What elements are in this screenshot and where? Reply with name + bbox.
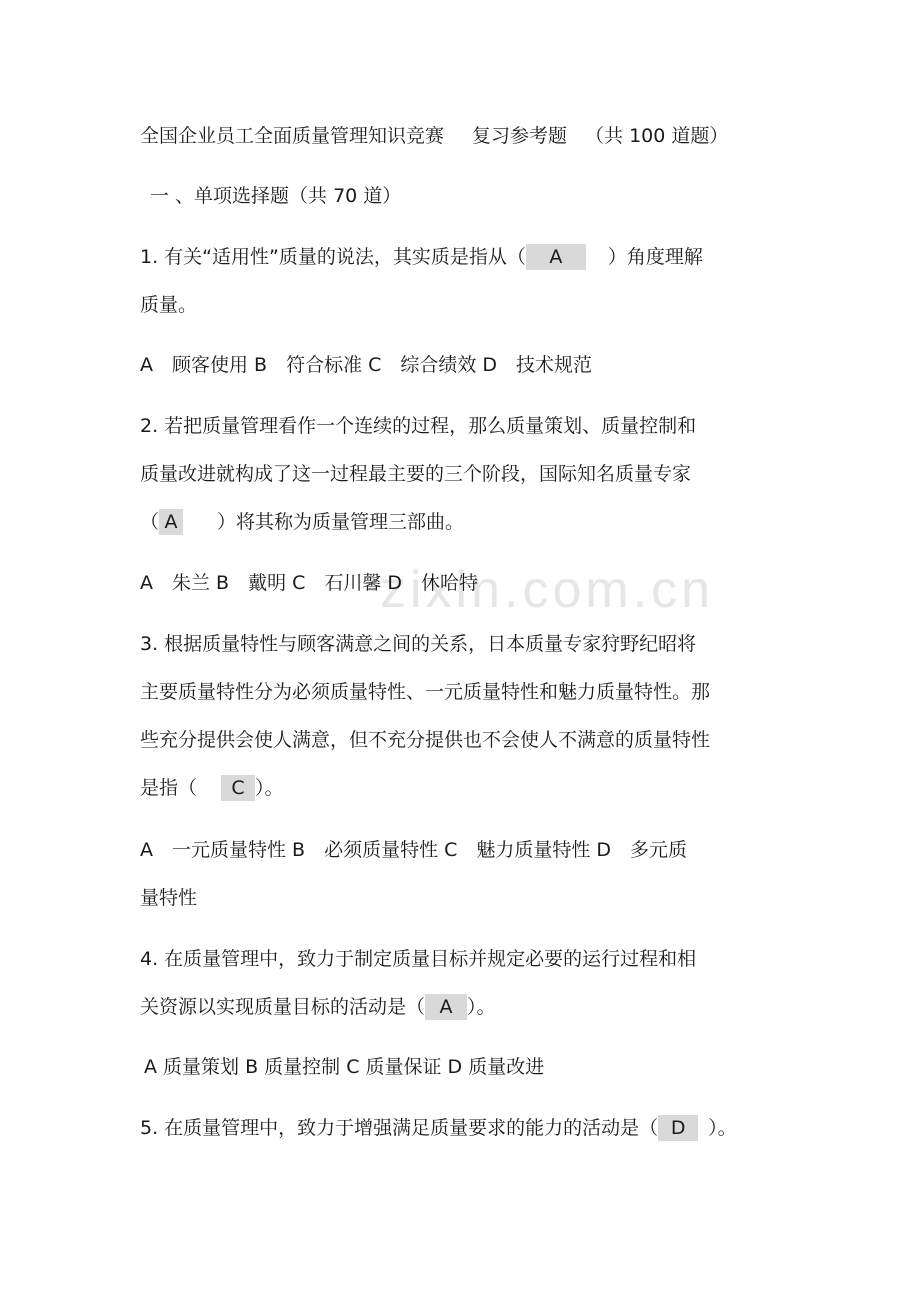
- question-5-line-1: 5. 在质量管理中，致力于增强满足质量要求的能力的活动是（ D ）。: [140, 1116, 737, 1139]
- question-2-options: A 朱兰 B 戴明 C 石川馨 D 休哈特: [140, 572, 479, 594]
- question-3-line-1: 3. 根据质量特性与顾客满意之间的关系，日本质量专家狩野纪昭将: [140, 633, 697, 655]
- answer-3: C: [221, 775, 255, 801]
- title-main: 全国企业员工全面质量管理知识竞赛: [140, 125, 445, 147]
- question-3-options-line-2: 量特性: [140, 887, 198, 909]
- document-title: [140, 121, 728, 151]
- answer-1: A: [526, 244, 586, 270]
- question-1-options: A 顾客使用 B 符合标准 C 综合绩效 D 技术规范: [140, 354, 593, 376]
- question-2-line-2: 质量改进就构成了这一过程最主要的三个阶段，国际知名质量专家: [140, 463, 692, 485]
- question-3-options-line-1: A 一元质量特性 B 必须质量特性 C 魅力质量特性 D 多元质: [140, 839, 688, 861]
- title-sub: 复习参考题: [472, 125, 568, 147]
- question-4-line-2: 关资源以实现质量目标的活动是（ A ）。: [140, 995, 496, 1018]
- question-4-options: A 质量策划 B 质量控制 C 质量保证 D 质量改进: [144, 1056, 545, 1078]
- question-1-line-2: 质量。: [140, 294, 198, 316]
- question-3-line-4: 是指（ C ）。: [140, 776, 284, 799]
- title-count: （共 100 道题）: [585, 125, 729, 147]
- answer-2: A: [159, 509, 183, 535]
- question-4-line-1: 4. 在质量管理中，致力于制定质量目标并规定必要的运行过程和相: [140, 948, 697, 970]
- question-2-line-1: 2. 若把质量管理看作一个连续的过程，那么质量策划、质量控制和: [140, 415, 697, 437]
- question-1-line-1: 1. 有关“适用性”质量的说法，其实质是指从（ A ）角度理解: [140, 245, 703, 268]
- answer-5: D: [658, 1115, 698, 1141]
- question-3-line-3: 些充分提供会使人满意，但不充分提供也不会使人不满意的质量特性: [140, 729, 711, 751]
- question-3-line-2: 主要质量特性分为必须质量特性、一元质量特性和魅力质量特性。那: [140, 681, 711, 703]
- watermark: zixin.com.cn: [380, 561, 715, 619]
- section-heading: 一 、单项选择题（共 70 道）: [150, 185, 402, 207]
- question-2-line-3: （ A ）将其称为质量管理三部曲。: [140, 510, 465, 533]
- answer-4: A: [425, 994, 467, 1020]
